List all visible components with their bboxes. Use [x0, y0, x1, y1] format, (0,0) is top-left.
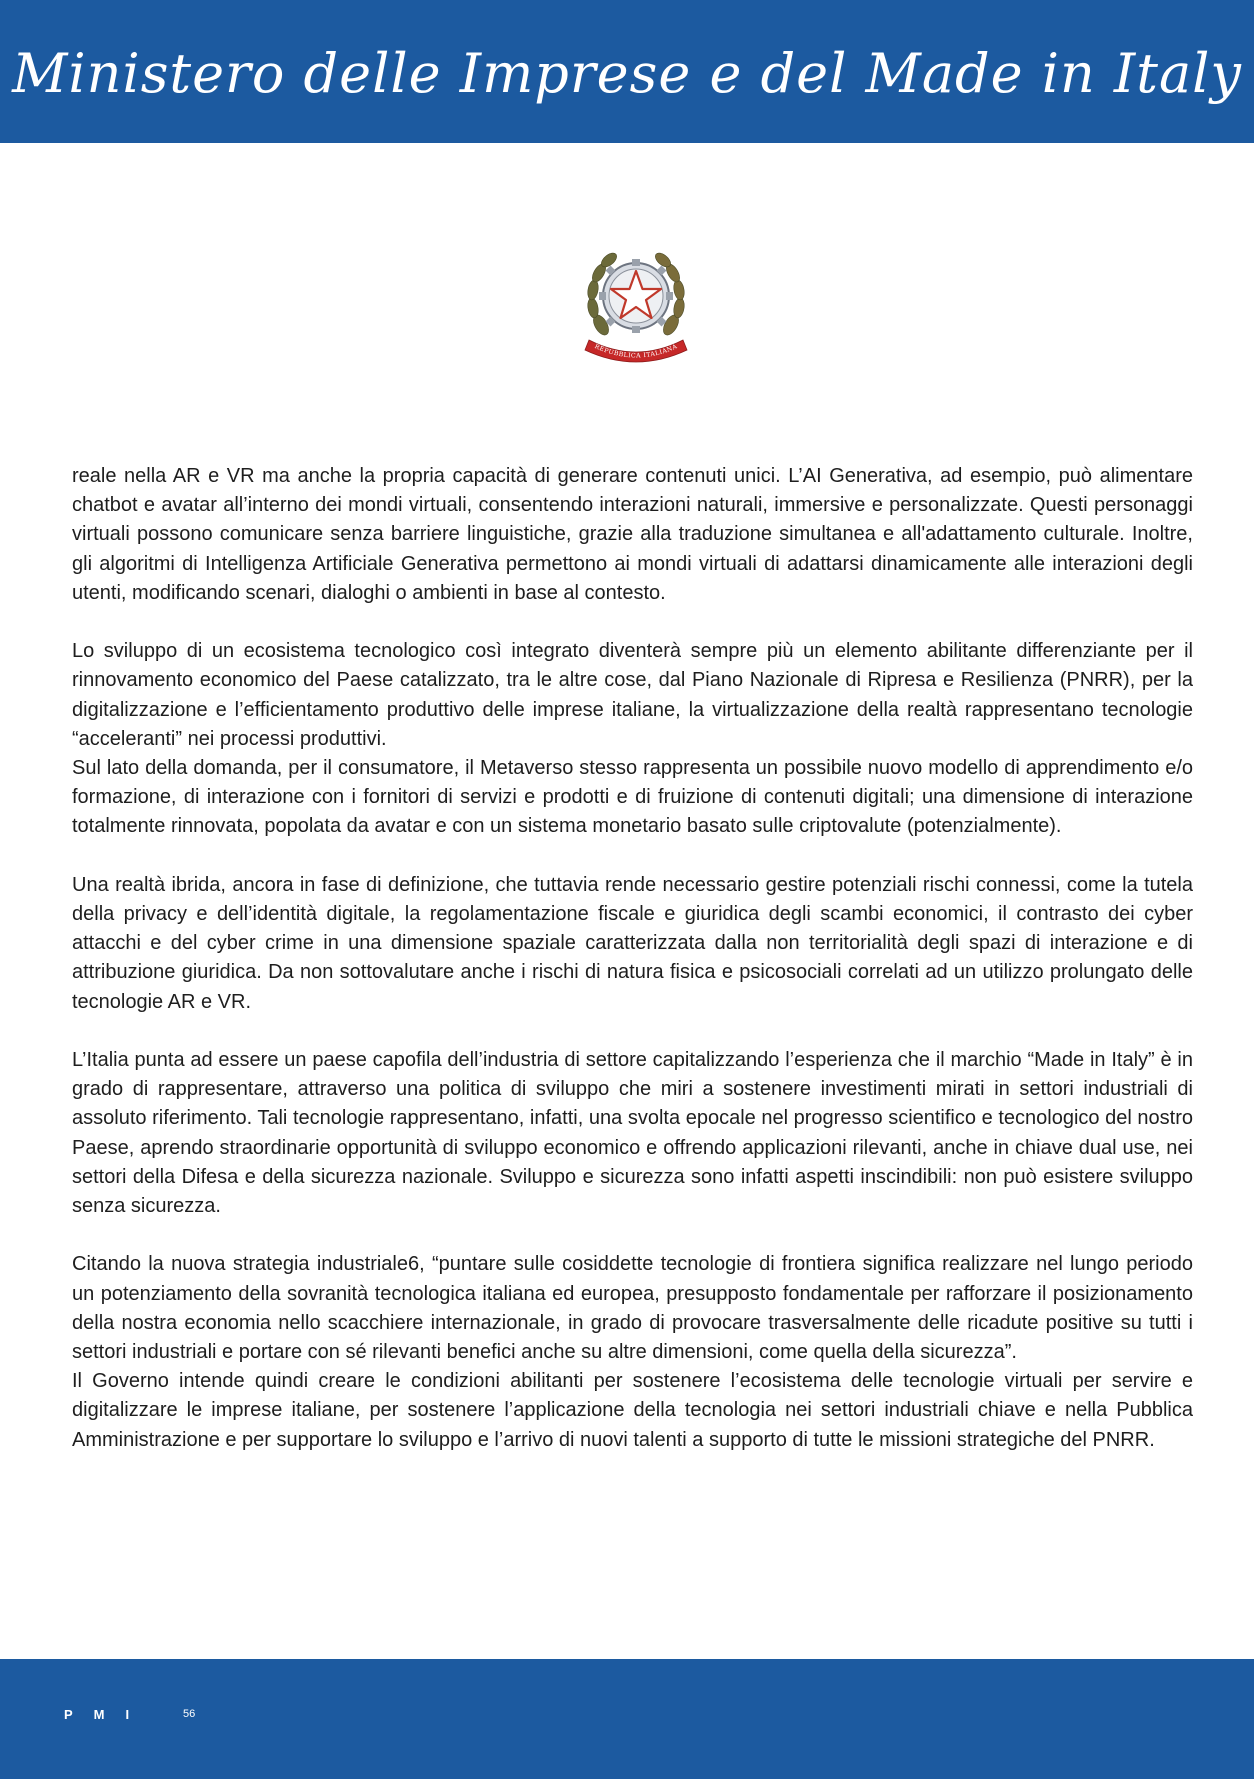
header-band [0, 0, 1254, 143]
paragraph: Citando la nuova strategia industriale6, “puntare sulle cosiddette tecnologie di frontiera significa realizzare nel lungo periodo un potenziamento della sovranità tecnologica italiana ed europea, presupposto fondamentale per rafforzare il posizionamento della nostra economia nello scacchiere internazionale, in grado di provocare trasversalmente delle ricadute positive su tutti i settori industriali e portare con sé rilevanti benefici anche su altre dimensioni, come quella della sicurezza”. [72, 1253, 1193, 1364]
paragraph: L’Italia punta ad essere un paese capofila dell’industria di settore capitalizzando l’esperienza che il marchio “Made in Italy” è in grado di rappresentare, attraverso una politica di sviluppo che miri a sostenere investimenti mirati in settori industriali di assoluto riferimento. Tali tecnologie rappresentano, infatti, una svolta epocale nel progresso scientifico e tecnologico del nostro Paese, aprendo straordinarie opportunità di sviluppo economico e offrendo applicazioni rilevanti, anche in chiave dual use, nei settori della Difesa e della sicurezza nazionale. Sviluppo e sicurezza sono infatti aspetti inscindibili: non può esistere sviluppo senza sicurezza. [72, 1049, 1193, 1218]
footer-brand: PMI [64, 1707, 151, 1722]
paragraph: Il Governo intende quindi creare le condizioni abilitanti per sostenere l’ecosistema delle tecnologie virtuali per servire e digitalizzare le imprese italiane, per sostenere l’applicazione della tecnologia nei settori industriali chiave e nella Pubblica Amministrazione e per supportare lo sviluppo e l’arrivo di nuovi talenti a supporto di tutte le missioni strategiche del PNRR. [72, 1370, 1193, 1451]
emblem-ribbon-text: REPUBBLICA ITALIANA [593, 343, 679, 360]
page-number: 56 [183, 1708, 196, 1720]
paragraph: Lo sviluppo di un ecosistema tecnologico così integrato diventerà sempre più un elemento abilitante differenziante per il rinnovamento economico del Paese catalizzato, tra le altre cose, dal Piano Nazionale di Ripresa e Resilienza (PNRR), per la digitalizzazione e l’efficientamento produttivo delle imprese italiane, la virtualizzazione della realtà rappresentano tecnologie “acceleranti” nei processi produttivi. [72, 640, 1193, 750]
header-title: Ministero delle Imprese e del Made in Italy [12, 42, 1242, 105]
repubblica-italiana-emblem-icon [581, 240, 691, 366]
paragraph: reale nella AR e VR ma anche la propria capacità di generare contenuti unici. L’AI Generativa, ad esempio, può alimentare chatbot e avatar all’interno dei mondi virtuali, consentendo interazioni naturali, immersive e personalizzate. Questi personaggi virtuali possono comunicare senza barriere linguistiche, grazie alla traduzione simultanea e all'adattamento culturale. Inoltre, gli algoritmi di Intelligenza Artificiale Generativa permettono ai mondi virtuali di adattarsi dinamicamente alle interazioni degli utenti, modificando scenari, dialoghi o ambienti in base al contesto. [72, 465, 1193, 604]
paragraph: Sul lato della domanda, per il consumatore, il Metaverso stesso rappresenta un possibile nuovo modello di apprendimento e/o formazione, di interazione con i fornitori di servizi e prodotti e di fruizione di contenuti digitali; una dimensione di interazione totalmente rinnovata, popolata da avatar e con un sistema monetario basato sulle criptovalute (potenzialmente). [72, 757, 1193, 838]
body-text [72, 462, 1193, 1455]
paragraph: Una realtà ibrida, ancora in fase di definizione, che tuttavia rende necessario gestire potenziali rischi connessi, come la tutela della privacy e dell’identità digitale, la regolamentazione fiscale e giuridica degli scambi economici, il contrasto dei cyber attacchi e del cyber crime in una dimensione spaziale caratterizzata dalla non territorialità degli spazi di interazione e di attribuzione giuridica. Da non sottovalutare anche i rischi di natura fisica e psicosociali correlati ad un utilizzo prolungato delle tecnologie AR e VR. [72, 873, 1193, 1013]
